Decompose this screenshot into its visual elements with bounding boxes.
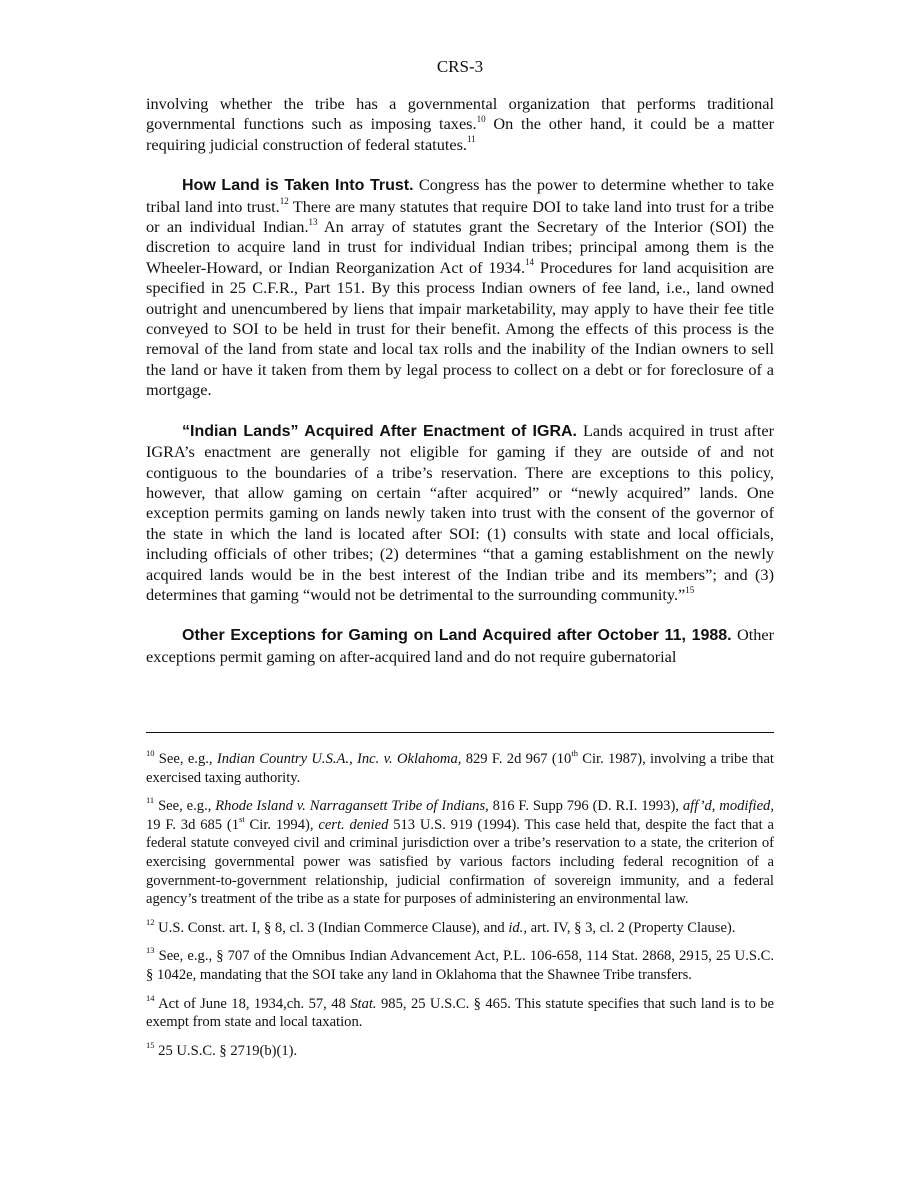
- case-history: aff’d, modified,: [682, 798, 774, 815]
- footnote-number: 12: [146, 916, 155, 927]
- footnote-ref[interactable]: 12: [279, 196, 289, 207]
- case-name: Rhode Island v. Narragansett Tribe of Indians: [215, 798, 486, 815]
- paragraph-text: Congress has the power to determine whether to take tribal land into trust.: [146, 175, 774, 216]
- paragraph-text: Other exceptions permit gaming on after-acquired land and do not require gubernatorial: [146, 625, 775, 666]
- footnote-separator: [146, 732, 774, 733]
- footnote-ref[interactable]: 14: [525, 257, 535, 268]
- paragraph-text: On the other hand, it could be a matter requiring judicial construction of federal statutes.: [146, 114, 774, 154]
- footnote-text: 19 F. 3d 685 (1: [146, 816, 240, 833]
- footnote-text: 513 U.S. 919 (1994). This case held that, despite the fact that a federal statute conveyed civil and criminal jurisdiction over a tribe’s reservation to a state, the criterion of exercising governmental power was satisfied by various factors including federal recognition of a government-to-government relationship, judicial confirmation of sovereign immunity, and a federal agency’s treatment of the tribe as a state for purposes of administering an environmental law.: [146, 816, 774, 908]
- case-history: cert. denied: [318, 816, 389, 833]
- footnote-ref[interactable]: 11: [467, 134, 476, 145]
- footnote-15: [146, 1039, 774, 1061]
- footnote-number: 11: [146, 795, 155, 806]
- paragraph-continuation: [146, 94, 774, 155]
- footnotes: [146, 750, 774, 1070]
- section-heading: Other Exceptions for Gaming on Land Acquired after October 11, 1988.: [182, 627, 732, 645]
- paragraph-other-exceptions: [146, 625, 774, 667]
- footnote-number: 13: [146, 945, 155, 956]
- footnote-12: [146, 916, 774, 938]
- footnote-number: 15: [146, 1039, 155, 1050]
- case-name: Indian Country U.S.A., Inc. v. Oklahoma: [216, 751, 458, 767]
- footnote-text: 985, 25 U.S.C. § 465. This statute specifies that such land is to be exempt from state and local taxation.: [146, 995, 774, 1031]
- footnote-ref[interactable]: 10: [476, 113, 486, 124]
- footnote-number: 10: [146, 748, 155, 759]
- footnote-text: Cir. 1994),: [244, 816, 319, 833]
- paragraph-text: Procedures for land acquisition are specified in 25 C.F.R., Part 151. By this process Indian owners of fee land, i.e., land owned outright and unencumbered by liens that impair marketability, may apply to have their fee title conveyed to SOI to be held in trust for their benefit. Among the effects of this process is the removal of the land from state and local tax rolls and the inability of the Indian owners to sell the land or have it taken from them by legal process to collect on a debt or for foreclosure of a mortgage.: [146, 257, 774, 400]
- paragraph-text: involving whether the tribe has a governmental organization that performs traditional governmental functions such as imposing taxes.: [146, 94, 774, 134]
- footnote-text: See, e.g.,: [154, 798, 216, 815]
- footnote-text: U.S. Const. art. I, § 8, cl. 3 (Indian Commerce Clause), and: [154, 919, 509, 936]
- paragraph-indian-lands-igra: [146, 421, 774, 606]
- footnote-text: Act of June 18, 1934,ch. 57, 48: [154, 995, 351, 1012]
- citation-signal: id.,: [508, 919, 527, 936]
- footnote-11: [146, 797, 774, 909]
- footnote-text: See, e.g., § 707 of the Omnibus Indian Advancement Act, P.L. 106-658, 114 Stat. 2868, 2915, 25 U.S.C. § 1042e, mandating that the SOI take any land in Oklahoma that the Shawnee Tribe transfers.: [146, 948, 774, 983]
- footnote-14: [146, 992, 774, 1032]
- footnote-13: [146, 947, 774, 984]
- section-heading: “Indian Lands” Acquired After Enactment of IGRA.: [182, 422, 577, 440]
- footnote-ref[interactable]: 15: [685, 584, 695, 595]
- ordinal-suffix: st: [239, 813, 245, 824]
- footnote-text: Cir. 1987), involving a tribe that exercised taxing authority.: [146, 751, 774, 786]
- footnote-text: 25 U.S.C. § 2719(b)(1).: [154, 1042, 298, 1059]
- page-header: CRS-3: [436, 57, 484, 76]
- footnote-text: art. IV, § 3, cl. 2 (Property Clause).: [526, 919, 736, 936]
- paragraph-land-into-trust: [146, 175, 774, 400]
- footnote-text: , 816 F. Supp 796 (D. R.I. 1993),: [485, 798, 683, 815]
- main-text: [146, 94, 774, 687]
- ordinal-suffix: th: [571, 748, 578, 759]
- footnote-ref[interactable]: 13: [308, 216, 318, 227]
- footnote-number: 14: [146, 992, 155, 1003]
- footnote-text: , 829 F. 2d 967 (10: [457, 751, 572, 767]
- statute-abbrev: Stat.: [350, 995, 377, 1012]
- paragraph-text: Lands acquired in trust after IGRA’s enactment are generally not eligible for gaming if they are outside of and not contiguous to the boundaries of a tribe’s reservation. There are exceptions to this policy, however, that allow gaming on certain “after acquired” or “newly acquired” lands. One exception permits gaming on lands newly taken into trust with the consent of the governor of the state in which the land is located after SOI: (1) consults with state and local officials, including officials of other tribes; (2) determines “that a gaming establishment on the newly acquired lands would be in the best interest of the Indian tribe and its members”; and (3) determines that gaming “would not be detrimental to the surrounding community.”: [146, 420, 774, 604]
- footnote-text: See, e.g.,: [154, 751, 217, 767]
- section-heading: How Land is Taken Into Trust.: [182, 177, 414, 195]
- paragraph-text: An array of statutes grant the Secretary of the Interior (SOI) the discretion to acquire land in trust for individual Indian tribes; principal among them is the Wheeler-Howard, or Indian Reorganization Act of 1934.: [146, 217, 774, 277]
- paragraph-text: There are many statutes that require DOI to take land into trust for a tribe or an individual Indian.: [146, 196, 775, 237]
- footnote-10: [146, 750, 774, 787]
